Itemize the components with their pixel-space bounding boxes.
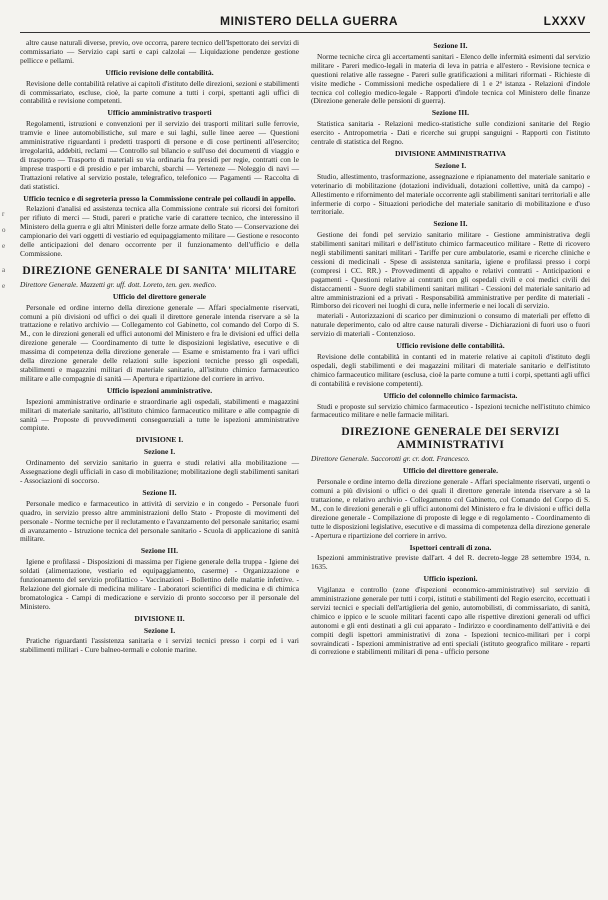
paragraph: Gestione dei fondi pel servizio sanitario militare - Gestione amministrativa degli stabilimenti sanitari militari e dell'istituto chimico farmaceutico militare - Rette di ricovero negli stabilimenti sanitari militari - Tariffe per cure ambulatorie, esami e ricerche cliniche e cessioni di medicinali - Spese di assistenza sanitaria, igiene e profilassi presso i corpi (compresi i CC. RR.) - Provvedimenti di appalto e relativi contratti - Anticipazioni e pagamenti - Questioni relative ai contratti con gli ospedali civili e coi medici civili dei distaccamenti - Suore degli stabilimenti sanitari militari - Cessioni del materiale sanitario ad altre amministrazioni ed a privati - Responsabilità amministrative per perdite di materiali - Rimborso dei ricoveri nei luoghi di cura, nelle infermerie e nei locali di servizio. [311, 230, 590, 311]
director-line: Direttore Generale. Saccorotti gr. cr. dott. Francesco. [311, 454, 470, 464]
section-heading-major: DIREZIONE GENERALE DEI SERVIZI AMMINISTRATIVI [341, 426, 560, 452]
columns [20, 39, 590, 658]
paragraph: Vigilanza e controllo (zone d'ispezioni economico-amministrative) sul servizio di amministrazione generale per tutti i corpi, istituti e stabilimenti del Regio esercito, eccettuati i servizi tecnici e speciali dell'artiglieria del genio, automobilisti, di commissariato, di sanità, chimico e ippico e le scuole militari facenti capo alle rispettive direzioni generali od uffici autonomi e gli enti destinati a gli cui apparato - Indirizzo e coordinamento dell'attività e dei compiti degli ispettori amministrativi di zona - Ispezioni tecnico-militari per i corpi sovraindicati - Ispezioni amministrative ad enti speciali (istituto geografico militare - reparti di correzione e stabilimenti militari di pena - ufficio persone [311, 585, 590, 657]
section-heading: DIVISIONE II. [134, 613, 185, 623]
section-heading: Ufficio del direttore generale. [402, 466, 499, 476]
paragraph: Ispezioni amministrative ordinarie e straordinarie agli ospedali, stabilimenti e magazzini militari di materiale sanitario, all'istituto chimico farmaceutico militare e alle compagnie di sanità — Proposte di provvedimenti conseguenziali a tutte le ispezioni amministrative compiute. [20, 396, 299, 433]
paragraph: Igiene e profilassi - Disposizioni di massima per l'igiene generale della truppa - Igiene dei soldati (alimentazione, vestiario ed equipaggiamento, caserme) - Organizzazione e funzionamento del servizio profilattico - Vaccinazioni - Bollettino delle malattie infettive. - Relazione del giornale di medicina militare - Laboratori scientifici di medicina e di chimica bromatologica - Campi di medicazione e servizio di pronto soccorso per il personale del Ministero. [20, 557, 299, 611]
paragraph: Studio, allestimento, trasformazione, assegnazione e ripianamento del materiale sanitario e veterinario di mobilitazione (dotazioni individuali, dotazioni collettive, unità da campo) - Allestimento e rifornimento del materiale occorrente agli stabilimenti sanitari territoriali e alle infermerie di corpo - Situazioni periodiche del materiale sanitario di mobilitazione e d'uso territoriale. [311, 171, 590, 217]
paragraph: Revisione delle contabilità relative ai capitoli d'istituto delle direzioni, sezioni e stabilimenti di commissariato, escluse, cioè, la parte comune a tutti i corpi, spettanti agli uffici di contabilità e revisione competenti. [20, 78, 299, 106]
section-heading: Ufficio del direttore generale [112, 291, 207, 301]
paragraph: Regolamenti, istruzioni e convenzioni per il servizio dei trasporti militari sulle ferrovie, tramvie e linee automobilistiche, sul mare e sui laghi, sulle linee aeree — Questioni amministrative riguardanti i predetti trasporti di persone e di cose pertinenti all'esercito; irregolarità, addebiti, reclami — Controllo sul bilancio e sull'uso dei documenti di viaggio e di trasporto — Trasporto di materiali su via ordinaria fra presidi per regie, contratti con le imprese trasporti e di presidio e per imbarchi, sbarchi — Verteneze — Noleggio di navi — Trattazioni relative al servizio postale, telegrafico, telefonico — Pagamenti — Raccolta di dati statistici. [20, 119, 299, 191]
section-heading: Ufficio tecnico e di segreteria presso la Commissione centrale pei collaudi in appello. [23, 193, 296, 203]
section-heading: Sezione I. [143, 625, 176, 635]
section-heading: Sezione I. [434, 160, 467, 170]
paragraph: Studi e proposte sul servizio chimico farmaceutico - Ispezioni tecniche nell'istituto chimico farmaceutico militare e nelle farmacie militari. [311, 401, 590, 420]
right-column [311, 39, 590, 658]
page-number: LXXXV [543, 14, 586, 28]
paragraph: Ordinamento del servizio sanitario in guerra e studi relativi alla mobilitazione — Assegnazione degli ufficiali in caso di mobilitazione; mobilitazione degli stabilimenti sanitari - Associazioni di soccorso. [20, 458, 299, 485]
paragraph: Revisione delle contabilità in contanti ed in materie relative ai capitoli d'istituto degli ospedali, degli stabilimenti e dei magazzini militari di materiale sanitario e dell'istituto chimico farmaceutico militare (esclusa, cioè la parte comune a tutti i corpi, spettanti agli uffici di contabilità e revisione competenti). [311, 352, 590, 388]
paragraph: Relazioni d'analisi ed assistenza tecnica alla Commissione centrale sui ricorsi dei fornitori per rifiuto di merci — Studi, pareri e pratiche varie di carattere tecnico, che interessino il Ministero della guerra e gli altri Ministeri delle forze armate dello Stato — Conservazione dei campionario dei vari oggetti di vestiario ed equipaggiamento militare — Gestione e resoconto delle anticipazioni del denaro occorrente per il funzionamento dell'ufficio e della Commissione. [20, 204, 299, 258]
section-heading: Ufficio revisione delle contabilità. [105, 67, 214, 77]
paragraph: Personale medico e farmaceutico in attività di servizio e in congedo - Personale fuori quadro, in servizio presso altre amministrazioni dello Stato - Proposte di movimenti del personale - Norme tecniche per il reclutamento e l'avanzamento del personale sanitario; esami di avanzamento - Istruzione tecnica del personale sanitario - Scuola di applicazione di sanità militare. [20, 498, 299, 544]
paragraph: Ispezioni amministrative previste dall'art. 4 del R. decreto-legge 28 settembre 1934, n. 1635. [311, 553, 590, 572]
section-heading: Ispettori centrali di zona. [409, 542, 492, 552]
left-column [20, 39, 299, 658]
section-heading: Sezione III. [140, 546, 179, 556]
section-heading: Sezione II. [433, 219, 468, 229]
paragraph: altre cause naturali diverse, previo, ove occorra, parere tecnico dell'Ispettorato dei servizi di commissariato — Servizio capi sarti e capi calzolai — Liquidazione pendenze gestione pellicce e pellami. [20, 38, 299, 65]
section-heading: Sezione II. [142, 487, 177, 497]
paragraph: Norme tecniche circa gli accertamenti sanitari - Elenco delle infermità esimenti dal servizio militare - Pareri medico-legali in materia di leva in patria e all'estero - Revisione tecnica e questioni relative alle rassegne - Pareri sulle gratificazioni a militari riformati - Richieste di visite mediche - Commissioni mediche ospedaliere di 1 e 2ª istanza - Relazioni d'indole tecnica col collegio medico-legale - Rapporti d'indole tecnica col Ministero delle finanze (Direzione generale delle pensioni di guerra). [311, 51, 590, 106]
paragraph: Pratiche riguardanti l'assistenza sanitaria e i servizi tecnici presso i corpi ed i vari stabilimenti militari - Cure balneo-termali e colonie marine. [20, 636, 299, 655]
section-heading: DIVISIONE I. [135, 435, 184, 445]
section-heading: Sezione II. [433, 41, 468, 50]
header-title: MINISTERO DELLA GUERRA [220, 14, 399, 28]
section-heading: Ufficio revisione delle contabilità. [396, 341, 505, 351]
paragraph: Personale e ordine interno della direzione generale - Affari specialmente riservati, urgenti o comuni a più divisioni o uffici o dei quali il direttore generale intenda riservare a sè la trattazione, e relativo archivio - Collegamento col Gabinetto, col Comando del Corpo di S. M., con le direzioni generali e gli uffici autonomi del Ministero e fra le divisioni e uffici della direzione generale - Compilazione di proposte di legge e di regolamento - Coordinamento di tutte le disposizioni legislative, esecutive e di massima di competenza della direzione generale - Apertura e ripartizione del corriere in arrivo. [311, 477, 590, 540]
margin-marks: r o e a e [2, 210, 6, 290]
section-heading-major: DIREZIONE GENERALE DI SANITA' MILITARE [22, 264, 297, 277]
section-heading: Sezione I. [143, 447, 176, 457]
section-heading: DIVISIONE AMMINISTRATIVA [395, 148, 506, 158]
running-header [20, 14, 590, 33]
section-heading: Ufficio amministrativo trasporti [107, 108, 212, 118]
section-heading: Ufficio ispezioni. [423, 574, 478, 584]
paragraph: Statistica sanitaria - Relazioni medico-statistiche sulle condizioni sanitarie del Regio esercito - Antropometria - Dati e ricerche sui gruppi sanguigni - Rapporti con l'istituto centrale di statistica del Regno. [311, 119, 590, 147]
director-line: Direttore Generale. Mazzetti gr. uff. dott. Loreto, ten. gen. medico. [20, 279, 217, 289]
paragraph: Personale ed ordine interno della direzione generale — Affari specialmente riservati, comuni a più divisioni od uffici o dei quali il direttore generale intenda riservare a sè la trattazione e relativo archivio — Collegamento col Gabinetto, col comando del Corpo di S. M., con le direzioni generali ed uffici autonomi del Ministero e fra le divisioni ed uffici della direzione generale — Coordinamento di tutte le disposizioni legislative, esecutive e di massima di competenza della direzione generale — Esame e smistamento fra i vari uffici della direzione generale delle relazioni sulle ispezioni tecniche presso gli ospedali, stabilimenti e magazzini militari di materiale sanitario, all'istituto chimico farmaceutico militare e alle compagnie di sanità — Apertura e ripartizione del corriere in arrivo. [20, 302, 299, 383]
section-heading: Ufficio del colonnello chimico farmacista. [383, 390, 518, 400]
section-heading: Sezione III. [431, 108, 470, 118]
paragraph: materiali - Autorizzazioni di scarico per diminuzioni o consumo di materiali per effetto di naturale deperimento, calo od altre cause naturali diverse - Dichiarazioni di fuori uso o fuori servizio di materiali - Contenzioso. [311, 311, 590, 339]
section-heading: Ufficio ispezioni amministrative. [106, 385, 213, 395]
